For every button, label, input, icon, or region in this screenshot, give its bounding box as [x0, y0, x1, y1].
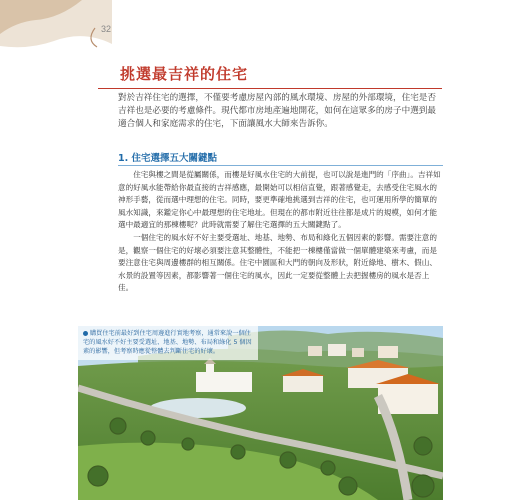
title-divider [98, 88, 442, 89]
section-heading-underline [118, 165, 443, 166]
residential-aerial-photo [78, 326, 443, 500]
page-corner-ornament [0, 0, 112, 52]
caption-bullet-icon [83, 331, 88, 336]
photo-caption-text: 購買住宅前最好到住宅周邊進行實地考察，通常來說一個住宅的風水好不好主要受選址、地基、地勢、布局和綠化 5 個因素的影響，但考察時應從整體去判斷住宅的好壞。 [83, 330, 252, 355]
page-number: 32 [101, 24, 112, 34]
photo-caption [78, 326, 258, 360]
section-body [118, 169, 441, 295]
intro-paragraph: 對於吉祥住宅的選擇，不僅要考慮房屋內部的風水環境、房屋的外部環境，住宅是否吉祥也是必要的考慮條件。現代都市房地產遍地開花，如何在這眾多的房子中選到最適合個人和家庭需求的住宅，下面讓風水大師來告訴你。 [118, 93, 436, 129]
body-paragraph: 一個住宅的風水好不好主要受選址、地基、地勢、布局和綠化五個因素的影響。需要注意的是，觀察一個住宅的好壞必須要注意其整體性，不能把一棟樓僅當做一個單體建築來考慮，而是要注意住宅與周邊樓群的相互關係。住宅中園區和大門的朝向及形狀，附近綠地、樹木、假山、水景的設置等因素，都影響著一個住宅的風水，因此一定要從整體上去把握樓房的風水是否上佳。 [118, 232, 437, 293]
section-heading-label: 1. 住宅選擇五大關鍵點 [118, 153, 218, 164]
page-title: 挑選最吉祥的住宅 [120, 65, 249, 83]
body-paragraph: 住宅與樓之間是從屬關係，而樓是好風水住宅的大前提，也可以說是進門的「序曲」。吉祥如意的好風水能帶給你最直接的吉祥感應，最開始可以相信直覺，跟著感覺走，去感受住宅風水的神形手藝，從而選中理想的住宅。同時，要更準確地挑選到吉祥的住宅，也可運用所學的簡單的風水知識，來鑑定你心中最理想的住宅地址。但現在的都市附近往往都是成片的規模，如何才能選中最適宜的那棟樓呢？此時就需要了解住宅選擇的五大關鍵點了。 [118, 170, 441, 230]
section-heading [118, 150, 443, 164]
